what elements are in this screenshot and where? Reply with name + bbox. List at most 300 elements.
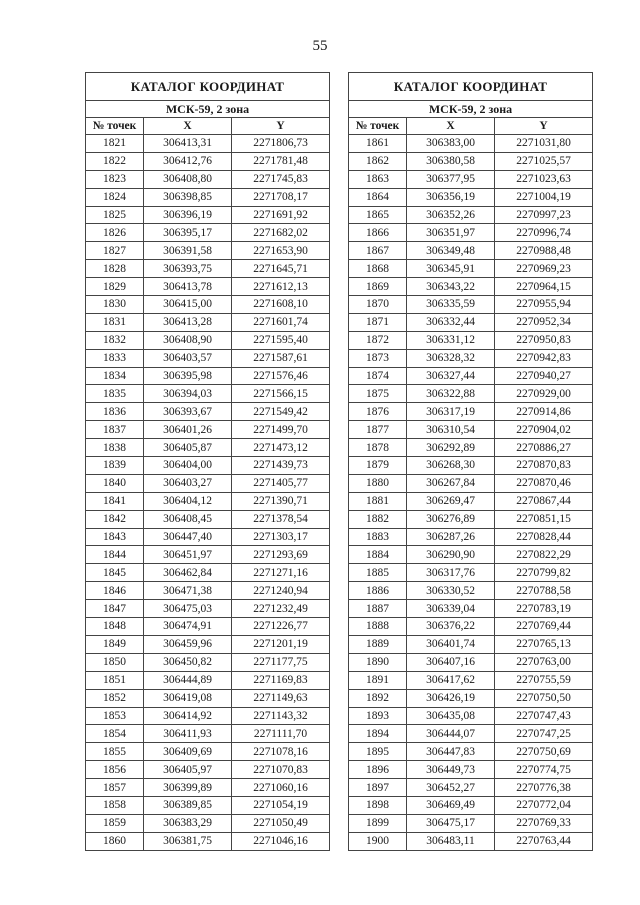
y-coordinate-cell: 2271169,83	[232, 671, 330, 689]
point-number-cell: 1862	[349, 152, 407, 170]
y-coordinate-cell: 2270776,38	[495, 779, 593, 797]
table-row	[349, 170, 593, 188]
table-row	[86, 743, 330, 761]
table-row	[349, 671, 593, 689]
point-number-cell: 1868	[349, 260, 407, 278]
column-header-x: X	[144, 118, 232, 135]
x-coordinate-cell: 306268,30	[407, 457, 495, 475]
table-row	[86, 403, 330, 421]
point-number-cell: 1846	[86, 582, 144, 600]
y-coordinate-cell: 2271378,54	[232, 510, 330, 528]
y-coordinate-cell: 2271303,17	[232, 528, 330, 546]
point-number-cell: 1895	[349, 743, 407, 761]
x-coordinate-cell: 306345,91	[407, 260, 495, 278]
y-coordinate-cell: 2271050,49	[232, 814, 330, 832]
point-number-cell: 1857	[86, 779, 144, 797]
y-coordinate-cell: 2271025,57	[495, 152, 593, 170]
y-coordinate-cell: 2271232,49	[232, 600, 330, 618]
y-coordinate-cell: 2271078,16	[232, 743, 330, 761]
point-number-cell: 1828	[86, 260, 144, 278]
y-coordinate-cell: 2271390,71	[232, 492, 330, 510]
table-row	[86, 779, 330, 797]
x-coordinate-cell: 306452,27	[407, 779, 495, 797]
table-row	[86, 510, 330, 528]
point-number-cell: 1873	[349, 349, 407, 367]
y-coordinate-cell: 2270769,33	[495, 814, 593, 832]
y-coordinate-cell: 2270763,44	[495, 832, 593, 850]
point-number-cell: 1865	[349, 206, 407, 224]
y-coordinate-cell: 2270988,48	[495, 242, 593, 260]
table-row	[86, 725, 330, 743]
table-row	[349, 206, 593, 224]
x-coordinate-cell: 306405,87	[144, 439, 232, 457]
y-coordinate-cell: 2270940,27	[495, 367, 593, 385]
x-coordinate-cell: 306317,76	[407, 564, 495, 582]
point-number-cell: 1886	[349, 582, 407, 600]
x-coordinate-cell: 306407,16	[407, 653, 495, 671]
point-number-cell: 1835	[86, 385, 144, 403]
x-coordinate-cell: 306411,93	[144, 725, 232, 743]
y-coordinate-cell: 2271549,42	[232, 403, 330, 421]
table-row	[349, 707, 593, 725]
point-number-cell: 1858	[86, 796, 144, 814]
x-coordinate-cell: 306447,40	[144, 528, 232, 546]
x-coordinate-cell: 306401,74	[407, 635, 495, 653]
y-coordinate-cell: 2271708,17	[232, 188, 330, 206]
table-row	[86, 761, 330, 779]
point-number-cell: 1840	[86, 474, 144, 492]
point-number-cell: 1834	[86, 367, 144, 385]
point-number-cell: 1860	[86, 832, 144, 850]
x-coordinate-cell: 306409,69	[144, 743, 232, 761]
y-coordinate-cell: 2270828,44	[495, 528, 593, 546]
x-coordinate-cell: 306469,49	[407, 796, 495, 814]
table-row	[349, 260, 593, 278]
x-coordinate-cell: 306276,89	[407, 510, 495, 528]
x-coordinate-cell: 306415,00	[144, 296, 232, 314]
table-title: КАТАЛОГ КООРДИНАТ	[349, 73, 593, 101]
table-row	[349, 492, 593, 510]
table-title: КАТАЛОГ КООРДИНАТ	[86, 73, 330, 101]
table-row	[86, 832, 330, 850]
y-coordinate-cell: 2271070,83	[232, 761, 330, 779]
y-coordinate-cell: 2270750,50	[495, 689, 593, 707]
table-row	[349, 600, 593, 618]
y-coordinate-cell: 2271046,16	[232, 832, 330, 850]
x-coordinate-cell: 306419,08	[144, 689, 232, 707]
table-row	[86, 618, 330, 636]
point-number-cell: 1839	[86, 457, 144, 475]
point-number-cell: 1863	[349, 170, 407, 188]
point-number-cell: 1822	[86, 152, 144, 170]
table-row	[349, 635, 593, 653]
y-coordinate-cell: 2270750,69	[495, 743, 593, 761]
point-number-cell: 1898	[349, 796, 407, 814]
table-row	[349, 725, 593, 743]
point-number-cell: 1825	[86, 206, 144, 224]
x-coordinate-cell: 306413,28	[144, 313, 232, 331]
point-number-cell: 1843	[86, 528, 144, 546]
table-row	[86, 492, 330, 510]
column-header-y: Y	[232, 118, 330, 135]
point-number-cell: 1877	[349, 421, 407, 439]
table-row	[86, 814, 330, 832]
y-coordinate-cell: 2270765,13	[495, 635, 593, 653]
table-row	[349, 367, 593, 385]
x-coordinate-cell: 306380,58	[407, 152, 495, 170]
column-header-x: X	[407, 118, 495, 135]
table-row	[349, 349, 593, 367]
point-number-cell: 1864	[349, 188, 407, 206]
point-number-cell: 1836	[86, 403, 144, 421]
y-coordinate-cell: 2271293,69	[232, 546, 330, 564]
x-coordinate-cell: 306405,97	[144, 761, 232, 779]
x-coordinate-cell: 306327,44	[407, 367, 495, 385]
table-row	[349, 224, 593, 242]
y-coordinate-cell: 2271653,90	[232, 242, 330, 260]
y-coordinate-cell: 2271054,19	[232, 796, 330, 814]
x-coordinate-cell: 306290,90	[407, 546, 495, 564]
y-coordinate-cell: 2271587,61	[232, 349, 330, 367]
point-number-cell: 1861	[349, 135, 407, 153]
table-row	[349, 457, 593, 475]
point-number-cell: 1854	[86, 725, 144, 743]
x-coordinate-cell: 306349,48	[407, 242, 495, 260]
y-coordinate-cell: 2270799,82	[495, 564, 593, 582]
table-row	[86, 671, 330, 689]
x-coordinate-cell: 306474,91	[144, 618, 232, 636]
point-number-cell: 1878	[349, 439, 407, 457]
y-coordinate-cell: 2271595,40	[232, 331, 330, 349]
table-row	[349, 313, 593, 331]
table-row	[349, 528, 593, 546]
y-coordinate-cell: 2271473,12	[232, 439, 330, 457]
point-number-cell: 1855	[86, 743, 144, 761]
table-row	[86, 152, 330, 170]
x-coordinate-cell: 306449,73	[407, 761, 495, 779]
y-coordinate-cell: 2270952,34	[495, 313, 593, 331]
point-number-cell: 1851	[86, 671, 144, 689]
x-coordinate-cell: 306459,96	[144, 635, 232, 653]
table-row	[349, 385, 593, 403]
x-coordinate-cell: 306383,29	[144, 814, 232, 832]
table-row	[349, 242, 593, 260]
table-row	[349, 331, 593, 349]
point-number-cell: 1867	[349, 242, 407, 260]
table-row	[86, 367, 330, 385]
x-coordinate-cell: 306339,04	[407, 600, 495, 618]
y-coordinate-cell: 2271201,19	[232, 635, 330, 653]
x-coordinate-cell: 306408,80	[144, 170, 232, 188]
point-number-cell: 1849	[86, 635, 144, 653]
table-row	[349, 743, 593, 761]
x-coordinate-cell: 306383,00	[407, 135, 495, 153]
y-coordinate-cell: 2271566,15	[232, 385, 330, 403]
y-coordinate-cell: 2271439,73	[232, 457, 330, 475]
y-coordinate-cell: 2271781,48	[232, 152, 330, 170]
y-coordinate-cell: 2270747,43	[495, 707, 593, 725]
point-number-cell: 1882	[349, 510, 407, 528]
table-row	[349, 796, 593, 814]
y-coordinate-cell: 2271226,77	[232, 618, 330, 636]
x-coordinate-cell: 306352,26	[407, 206, 495, 224]
point-number-cell: 1831	[86, 313, 144, 331]
point-number-cell: 1852	[86, 689, 144, 707]
y-coordinate-cell: 2270769,44	[495, 618, 593, 636]
y-coordinate-cell: 2270996,74	[495, 224, 593, 242]
x-coordinate-cell: 306444,07	[407, 725, 495, 743]
point-number-cell: 1872	[349, 331, 407, 349]
y-coordinate-cell: 2270772,04	[495, 796, 593, 814]
column-header-point-number: № точек	[349, 118, 407, 135]
x-coordinate-cell: 306335,59	[407, 296, 495, 314]
table-row	[349, 510, 593, 528]
table-row	[86, 206, 330, 224]
table-row	[86, 224, 330, 242]
y-coordinate-cell: 2271601,74	[232, 313, 330, 331]
table-row	[349, 135, 593, 153]
x-coordinate-cell: 306328,32	[407, 349, 495, 367]
table-row	[86, 582, 330, 600]
x-coordinate-cell: 306322,88	[407, 385, 495, 403]
y-coordinate-cell: 2270763,00	[495, 653, 593, 671]
x-coordinate-cell: 306475,17	[407, 814, 495, 832]
table-row	[349, 618, 593, 636]
x-coordinate-cell: 306417,62	[407, 671, 495, 689]
point-number-cell: 1894	[349, 725, 407, 743]
x-coordinate-cell: 306376,22	[407, 618, 495, 636]
point-number-cell: 1888	[349, 618, 407, 636]
x-coordinate-cell: 306267,84	[407, 474, 495, 492]
x-coordinate-cell: 306395,98	[144, 367, 232, 385]
table-row	[86, 528, 330, 546]
y-coordinate-cell: 2271499,70	[232, 421, 330, 439]
point-number-cell: 1847	[86, 600, 144, 618]
y-coordinate-cell: 2270914,86	[495, 403, 593, 421]
point-number-cell: 1899	[349, 814, 407, 832]
point-number-cell: 1869	[349, 278, 407, 296]
point-number-cell: 1887	[349, 600, 407, 618]
table-row	[349, 296, 593, 314]
point-number-cell: 1845	[86, 564, 144, 582]
table-row	[349, 278, 593, 296]
y-coordinate-cell: 2271806,73	[232, 135, 330, 153]
y-coordinate-cell: 2270964,15	[495, 278, 593, 296]
point-number-cell: 1900	[349, 832, 407, 850]
x-coordinate-cell: 306391,58	[144, 242, 232, 260]
x-coordinate-cell: 306404,12	[144, 492, 232, 510]
table-row	[349, 689, 593, 707]
y-coordinate-cell: 2270783,19	[495, 600, 593, 618]
x-coordinate-cell: 306396,19	[144, 206, 232, 224]
table-row	[86, 707, 330, 725]
table-row	[86, 796, 330, 814]
y-coordinate-cell: 2270755,59	[495, 671, 593, 689]
point-number-cell: 1823	[86, 170, 144, 188]
x-coordinate-cell: 306399,89	[144, 779, 232, 797]
y-coordinate-cell: 2271149,63	[232, 689, 330, 707]
point-number-cell: 1830	[86, 296, 144, 314]
table-row	[86, 278, 330, 296]
y-coordinate-cell: 2271177,75	[232, 653, 330, 671]
table-row	[86, 170, 330, 188]
point-number-cell: 1881	[349, 492, 407, 510]
coordinate-system-label: МСК-59, 2 зона	[349, 101, 593, 118]
table-row	[349, 779, 593, 797]
table-row	[86, 564, 330, 582]
y-coordinate-cell: 2270747,25	[495, 725, 593, 743]
x-coordinate-cell: 306393,75	[144, 260, 232, 278]
x-coordinate-cell: 306381,75	[144, 832, 232, 850]
y-coordinate-cell: 2271023,63	[495, 170, 593, 188]
table-row	[86, 421, 330, 439]
table-row	[86, 260, 330, 278]
point-number-cell: 1853	[86, 707, 144, 725]
x-coordinate-cell: 306450,82	[144, 653, 232, 671]
point-number-cell: 1897	[349, 779, 407, 797]
x-coordinate-cell: 306343,22	[407, 278, 495, 296]
x-coordinate-cell: 306377,95	[407, 170, 495, 188]
x-coordinate-cell: 306292,89	[407, 439, 495, 457]
table-row	[349, 814, 593, 832]
y-coordinate-cell: 2270774,75	[495, 761, 593, 779]
point-number-cell: 1875	[349, 385, 407, 403]
table-row	[349, 421, 593, 439]
x-coordinate-cell: 306413,31	[144, 135, 232, 153]
x-coordinate-cell: 306393,67	[144, 403, 232, 421]
point-number-cell: 1824	[86, 188, 144, 206]
x-coordinate-cell: 306404,00	[144, 457, 232, 475]
table-row	[349, 832, 593, 850]
point-number-cell: 1874	[349, 367, 407, 385]
x-coordinate-cell: 306287,26	[407, 528, 495, 546]
point-number-cell: 1838	[86, 439, 144, 457]
y-coordinate-cell: 2271060,16	[232, 779, 330, 797]
table-row	[86, 457, 330, 475]
page-number: 55	[312, 38, 328, 54]
column-header-point-number: № точек	[86, 118, 144, 135]
x-coordinate-cell: 306435,08	[407, 707, 495, 725]
point-number-cell: 1832	[86, 331, 144, 349]
y-coordinate-cell: 2270822,29	[495, 546, 593, 564]
y-coordinate-cell: 2271612,13	[232, 278, 330, 296]
y-coordinate-cell: 2270969,23	[495, 260, 593, 278]
point-number-cell: 1859	[86, 814, 144, 832]
y-coordinate-cell: 2271608,10	[232, 296, 330, 314]
x-coordinate-cell: 306351,97	[407, 224, 495, 242]
x-coordinate-cell: 306401,26	[144, 421, 232, 439]
x-coordinate-cell: 306332,44	[407, 313, 495, 331]
x-coordinate-cell: 306426,19	[407, 689, 495, 707]
point-number-cell: 1876	[349, 403, 407, 421]
table-row	[349, 188, 593, 206]
table-row	[86, 600, 330, 618]
y-coordinate-cell: 2270788,58	[495, 582, 593, 600]
x-coordinate-cell: 306471,38	[144, 582, 232, 600]
x-coordinate-cell: 306412,76	[144, 152, 232, 170]
y-coordinate-cell: 2270870,46	[495, 474, 593, 492]
point-number-cell: 1879	[349, 457, 407, 475]
point-number-cell: 1880	[349, 474, 407, 492]
point-number-cell: 1826	[86, 224, 144, 242]
x-coordinate-cell: 306331,12	[407, 331, 495, 349]
point-number-cell: 1896	[349, 761, 407, 779]
point-number-cell: 1870	[349, 296, 407, 314]
point-number-cell: 1829	[86, 278, 144, 296]
table-row	[349, 403, 593, 421]
point-number-cell: 1891	[349, 671, 407, 689]
x-coordinate-cell: 306356,19	[407, 188, 495, 206]
y-coordinate-cell: 2271691,92	[232, 206, 330, 224]
point-number-cell: 1890	[349, 653, 407, 671]
x-coordinate-cell: 306330,52	[407, 582, 495, 600]
table-row	[86, 474, 330, 492]
x-coordinate-cell: 306444,89	[144, 671, 232, 689]
point-number-cell: 1850	[86, 653, 144, 671]
x-coordinate-cell: 306408,90	[144, 331, 232, 349]
point-number-cell: 1841	[86, 492, 144, 510]
y-coordinate-cell: 2270886,27	[495, 439, 593, 457]
y-coordinate-cell: 2270870,83	[495, 457, 593, 475]
table-row	[86, 313, 330, 331]
x-coordinate-cell: 306403,57	[144, 349, 232, 367]
point-number-cell: 1856	[86, 761, 144, 779]
x-coordinate-cell: 306403,27	[144, 474, 232, 492]
table-row	[349, 546, 593, 564]
point-number-cell: 1892	[349, 689, 407, 707]
point-number-cell: 1842	[86, 510, 144, 528]
table-row	[86, 653, 330, 671]
column-header-y: Y	[495, 118, 593, 135]
point-number-cell: 1871	[349, 313, 407, 331]
table-row	[86, 188, 330, 206]
coordinate-system-label: МСК-59, 2 зона	[86, 101, 330, 118]
x-coordinate-cell: 306317,19	[407, 403, 495, 421]
point-number-cell: 1837	[86, 421, 144, 439]
coordinate-catalog-table-right	[348, 72, 593, 851]
table-row	[86, 135, 330, 153]
table-row	[86, 331, 330, 349]
x-coordinate-cell: 306451,97	[144, 546, 232, 564]
x-coordinate-cell: 306394,03	[144, 385, 232, 403]
table-row	[349, 564, 593, 582]
table-row	[86, 635, 330, 653]
y-coordinate-cell: 2271645,71	[232, 260, 330, 278]
table-row	[86, 242, 330, 260]
table-row	[349, 152, 593, 170]
point-number-cell: 1821	[86, 135, 144, 153]
y-coordinate-cell: 2270950,83	[495, 331, 593, 349]
table-row	[86, 349, 330, 367]
x-coordinate-cell: 306475,03	[144, 600, 232, 618]
y-coordinate-cell: 2271240,94	[232, 582, 330, 600]
point-number-cell: 1833	[86, 349, 144, 367]
y-coordinate-cell: 2270955,94	[495, 296, 593, 314]
y-coordinate-cell: 2271405,77	[232, 474, 330, 492]
x-coordinate-cell: 306408,45	[144, 510, 232, 528]
point-number-cell: 1844	[86, 546, 144, 564]
y-coordinate-cell: 2271576,46	[232, 367, 330, 385]
table-row	[349, 653, 593, 671]
table-row	[349, 474, 593, 492]
x-coordinate-cell: 306389,85	[144, 796, 232, 814]
point-number-cell: 1883	[349, 528, 407, 546]
x-coordinate-cell: 306310,54	[407, 421, 495, 439]
x-coordinate-cell: 306395,17	[144, 224, 232, 242]
table-row	[86, 296, 330, 314]
x-coordinate-cell: 306398,85	[144, 188, 232, 206]
table-row	[86, 385, 330, 403]
